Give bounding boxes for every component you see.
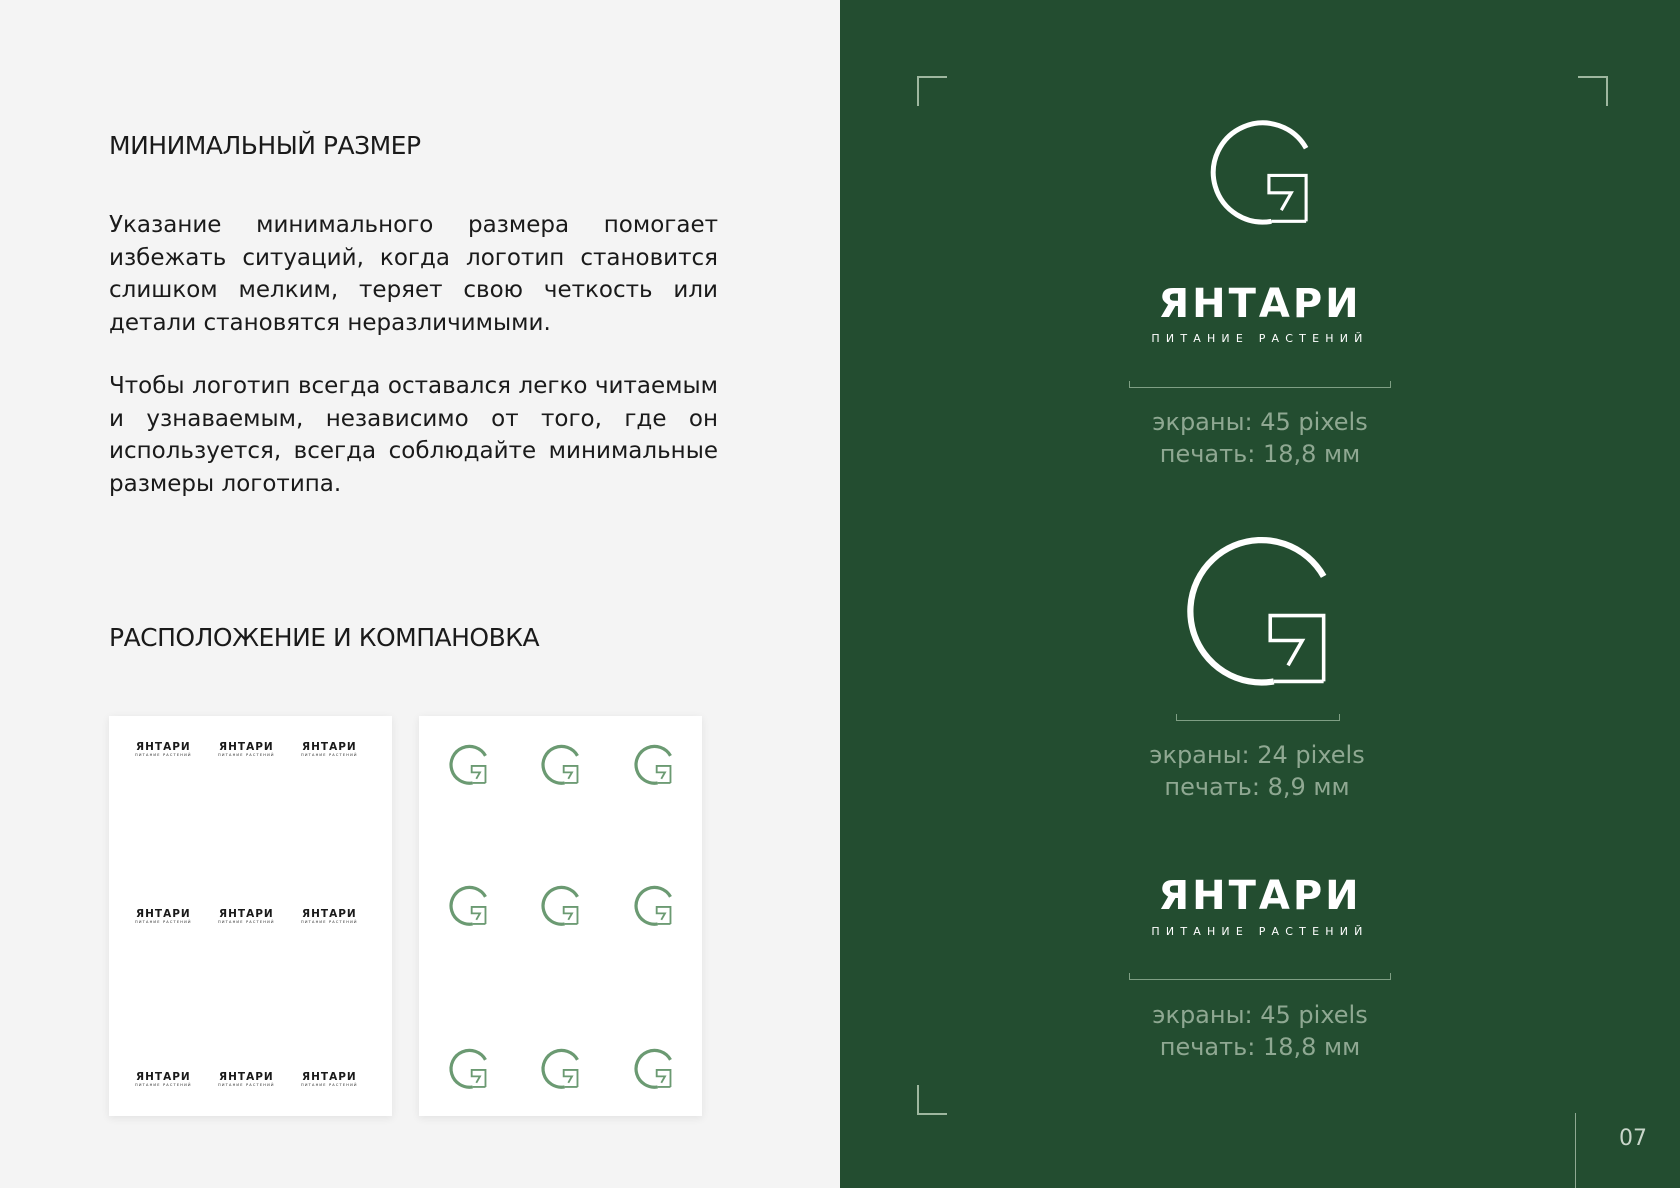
brand-tagline: ПИТАНИЕ РАСТЕНИЙ <box>1151 925 1369 938</box>
pattern-wordmark: ЯНТАРИ ПИТАНИЕ РАСТЕНИЙ <box>301 908 358 924</box>
brand-wordmark: ЯНТАРИ <box>1158 873 1362 919</box>
spec-screens-1: экраны: 45 pixels <box>1152 408 1368 436</box>
min-size-paragraph-1: Указание минимального размера помогает избежать ситуаций, когда логотип становится слишком мелким, теряет свою четкость или детали становятся неразличимыми. <box>109 212 718 336</box>
min-size-heading: МИНИМАЛЬНЫЙ РАЗМЕР <box>109 131 421 160</box>
spec-screens-3: экраны: 45 pixels <box>1152 1001 1368 1029</box>
crop-corner-bottom-left <box>917 1085 947 1115</box>
logomark-icon <box>1167 523 1345 701</box>
logomark-icon <box>537 1046 583 1092</box>
dimension-rule <box>1176 714 1340 721</box>
brand-wordmark: ЯНТАРИ <box>1158 281 1362 327</box>
crop-corner-top-left <box>917 76 947 106</box>
crop-corner-top-right <box>1578 76 1608 106</box>
pattern-wordmark: ЯНТАРИ ПИТАНИЕ РАСТЕНИЙ <box>301 741 358 757</box>
pattern-wordmark: ЯНТАРИ ПИТАНИЕ РАСТЕНИЙ <box>135 1071 192 1087</box>
pattern-wordmark: ЯНТАРИ ПИТАНИЕ РАСТЕНИЙ <box>218 908 275 924</box>
pattern-wordmark: ЯНТАРИ ПИТАНИЕ РАСТЕНИЙ <box>218 741 275 757</box>
layout-heading: РАСПОЛОЖЕНИЕ И КОМПАНОВКА <box>109 623 540 652</box>
dimension-rule <box>1129 973 1391 980</box>
brand-tagline: ПИТАНИЕ РАСТЕНИЙ <box>1151 332 1369 345</box>
min-size-paragraph-2: Чтобы логотип всегда оставался легко читаемым и узнаваемым, независимо от того, где он используется, всегда соблюдайте минимальные размеры логотипа. <box>109 373 718 497</box>
wordmark-pattern-card <box>109 716 392 1116</box>
logomark-icon <box>445 742 491 788</box>
logomark-icon <box>445 883 491 929</box>
spec-print-3: печать: 18,8 мм <box>1159 1033 1361 1061</box>
page-number-divider <box>1575 1113 1576 1188</box>
logomark-icon <box>537 883 583 929</box>
logomark-icon <box>537 742 583 788</box>
spec-screens-2: экраны: 24 pixels <box>1149 741 1365 769</box>
logomark-icon <box>630 883 676 929</box>
page-number: 07 <box>1619 1126 1647 1151</box>
pattern-wordmark: ЯНТАРИ ПИТАНИЕ РАСТЕНИЙ <box>218 1071 275 1087</box>
logomark-pattern-card <box>419 716 702 1116</box>
logomark-icon <box>1197 111 1321 235</box>
logomark-icon <box>445 1046 491 1092</box>
pattern-wordmark: ЯНТАРИ ПИТАНИЕ РАСТЕНИЙ <box>301 1071 358 1087</box>
dimension-rule <box>1129 381 1391 388</box>
spec-print-1: печать: 18,8 мм <box>1159 440 1361 468</box>
logomark-icon <box>630 1046 676 1092</box>
spec-print-2: печать: 8,9 мм <box>1164 773 1350 801</box>
pattern-wordmark: ЯНТАРИ ПИТАНИЕ РАСТЕНИЙ <box>135 741 192 757</box>
pattern-wordmark: ЯНТАРИ ПИТАНИЕ РАСТЕНИЙ <box>135 908 192 924</box>
logomark-icon <box>630 742 676 788</box>
